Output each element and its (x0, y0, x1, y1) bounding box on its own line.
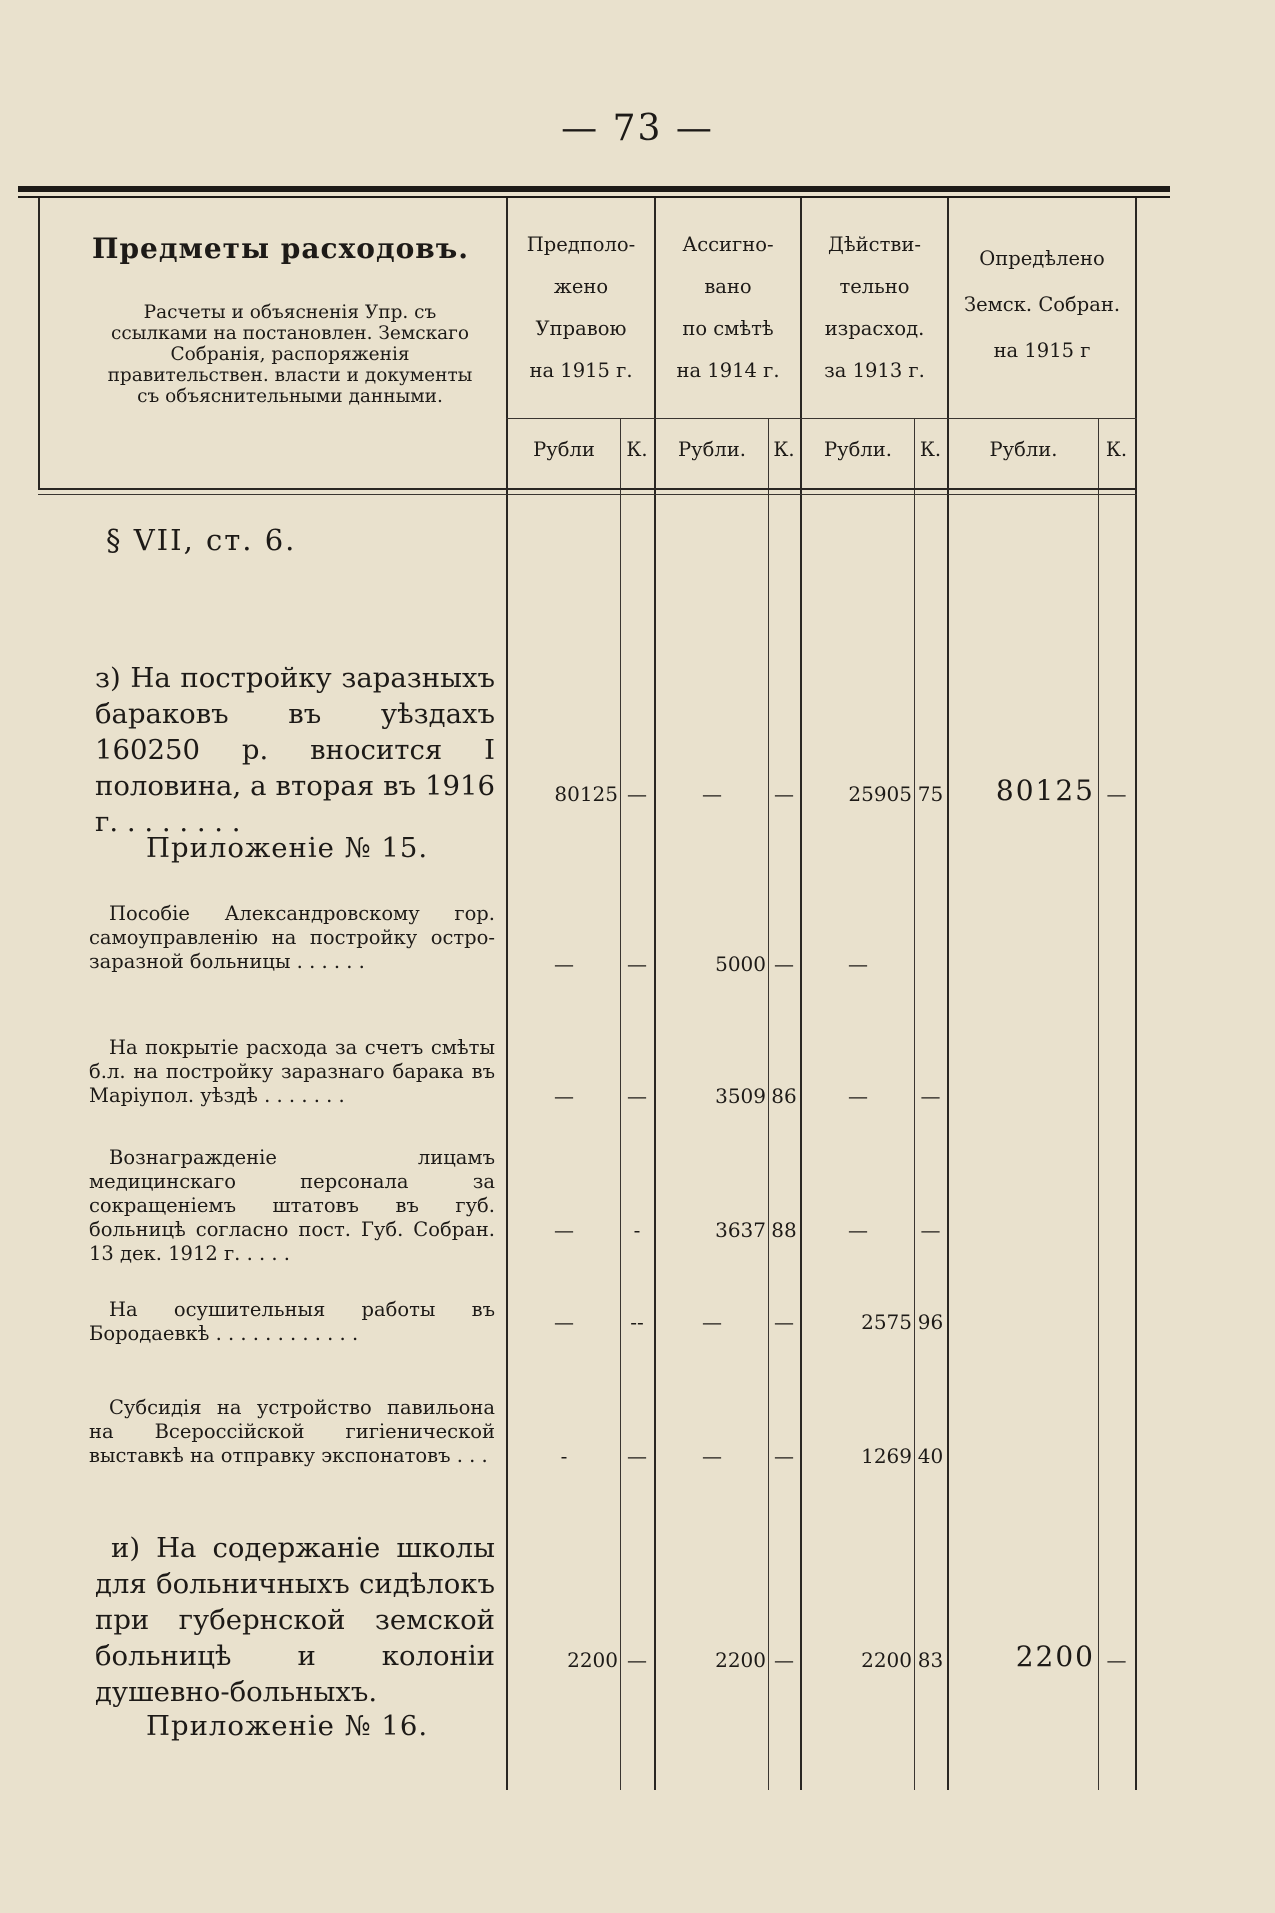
cell-value: — (554, 1084, 574, 1108)
unit-kopeks: К. (626, 438, 648, 461)
row-text: и) На содержаніе школы для больничныхъ сидѣлокъ при губернской земской больницѣ и колоніи душевно-больныхъ. (95, 1532, 495, 1708)
cell-value: — (627, 782, 647, 806)
cell-value: — (554, 1310, 574, 1334)
cell-value: 80125 (995, 774, 1095, 807)
top-rule-thin (18, 196, 1170, 198)
cell-value: — (848, 1218, 868, 1242)
cell-value: 40 (917, 1444, 944, 1468)
unit-rubles: Рубли. (824, 438, 892, 461)
cell-value: — (627, 1648, 647, 1672)
table-title: Предметы расходовъ. (92, 232, 469, 265)
column-header-spent: Дѣйстви- тельно израсход. за 1913 г. (824, 233, 925, 382)
cell-value: — (1106, 1648, 1127, 1672)
unit-kopeks: К. (1105, 438, 1128, 461)
cell-value: — (774, 1648, 794, 1672)
row-text: Пособіе Александровскому гор. самоуправленію на постройку остро-заразной больницы . . . . . . (89, 902, 495, 973)
cell-value: — (627, 1444, 647, 1468)
row-text: На покрытіе расхода за счетъ смѣты б.л. на постройку заразнаго барака въ Маріупол. уѣздѣ . . . . . . . (89, 1036, 495, 1107)
cell-value: — (627, 1084, 647, 1108)
cell-value: — (627, 952, 647, 976)
unit-rubles: Рубли (533, 438, 595, 461)
cell-value: — (920, 1218, 941, 1242)
appendix-label: Приложеніе № 16. (146, 1710, 429, 1742)
table-border-left (38, 198, 40, 488)
cell-value: — (920, 1084, 941, 1108)
unit-kopeks: К. (773, 438, 795, 461)
cell-value: 80125 (554, 782, 618, 806)
cell-value: 2200 (1015, 1640, 1095, 1673)
cell-value: 2575 (861, 1310, 912, 1334)
column-divider (800, 198, 802, 1790)
top-rule (18, 186, 1170, 192)
cell-value: 2200 (861, 1648, 912, 1672)
table-subtitle: Расчеты и объясненія Упр. съ ссылками на постановлен. Земскаго Собранія, распоряженія правительствен. власти и документы съ объяснительными данными. (107, 302, 473, 407)
cell-value: 96 (917, 1310, 944, 1334)
cell-value: 3509 (715, 1084, 766, 1108)
row-text: Вознагражденіе лицамъ медицинскаго персонала за сокращеніемъ штатовъ въ губ. больницѣ согласно пост. Губ. Собран. 13 дек. 1912 г. . . . . (89, 1146, 495, 1265)
cell-value: — (1106, 782, 1127, 806)
row-text: з) На постройку заразныхъ бараковъ въ уѣздахъ 160250 р. вносится I половина, а вторая въ 1916 г. . . . . . . . (95, 662, 495, 838)
cell-value: -- (630, 1310, 644, 1334)
cell-value: 5000 (715, 952, 766, 976)
column-header-assigned: Ассигно- вано по смѣтѣ на 1914 г. (676, 233, 780, 382)
cell-value: 2200 (567, 1648, 618, 1672)
column-header-planned: Предполо- жено Управою на 1915 г. (526, 233, 636, 382)
cell-value: 83 (917, 1648, 944, 1672)
unit-rubles: Рубли. (678, 438, 746, 461)
row-text: На осушительныя работы въ Бородаевкѣ . . . . . . . . . . . . (89, 1298, 495, 1345)
cell-value: — (702, 1444, 722, 1468)
cell-value: — (848, 952, 868, 976)
cell-value: — (774, 782, 794, 806)
cell-value: 86 (771, 1084, 797, 1108)
column-header-determined: Опредѣлено Земск. Собран. на 1915 г (963, 247, 1121, 362)
unit-kopeks: К. (919, 438, 942, 461)
column-divider (654, 198, 656, 1790)
header-bottom-rule (38, 488, 1137, 490)
appendix-label: Приложеніе № 15. (146, 832, 429, 864)
column-divider (506, 198, 508, 1790)
cell-value: — (774, 1310, 794, 1334)
cell-value: 75 (917, 782, 944, 806)
unit-rubles: Рубли. (989, 438, 1058, 461)
cell-value: — (702, 1310, 722, 1334)
section-heading: § VII, ст. 6. (106, 523, 297, 557)
page-number: — 73 — (561, 108, 714, 149)
cell-value: - (560, 1444, 568, 1468)
cell-value: - (633, 1218, 641, 1242)
cell-value: 2200 (715, 1648, 766, 1672)
cell-value: — (848, 1084, 868, 1108)
cell-value: — (702, 782, 722, 806)
kopek-divider (1098, 418, 1099, 1790)
table-border-right (1135, 198, 1137, 1790)
column-divider (947, 198, 949, 1790)
cell-value: — (774, 1444, 794, 1468)
cell-value: 1269 (861, 1444, 912, 1468)
cell-value: — (774, 952, 794, 976)
header-divider (506, 418, 1137, 419)
cell-value: 3637 (715, 1218, 766, 1242)
row-text: Субсидія на устройство павильона на Всероссійской гигіенической выставкѣ на отправку экспонатовъ . . . (89, 1396, 495, 1467)
cell-value: — (554, 1218, 574, 1242)
header-bottom-rule-thin (38, 494, 1137, 495)
cell-value: 25905 (848, 782, 912, 806)
cell-value: — (554, 952, 574, 976)
cell-value: 88 (771, 1218, 797, 1242)
